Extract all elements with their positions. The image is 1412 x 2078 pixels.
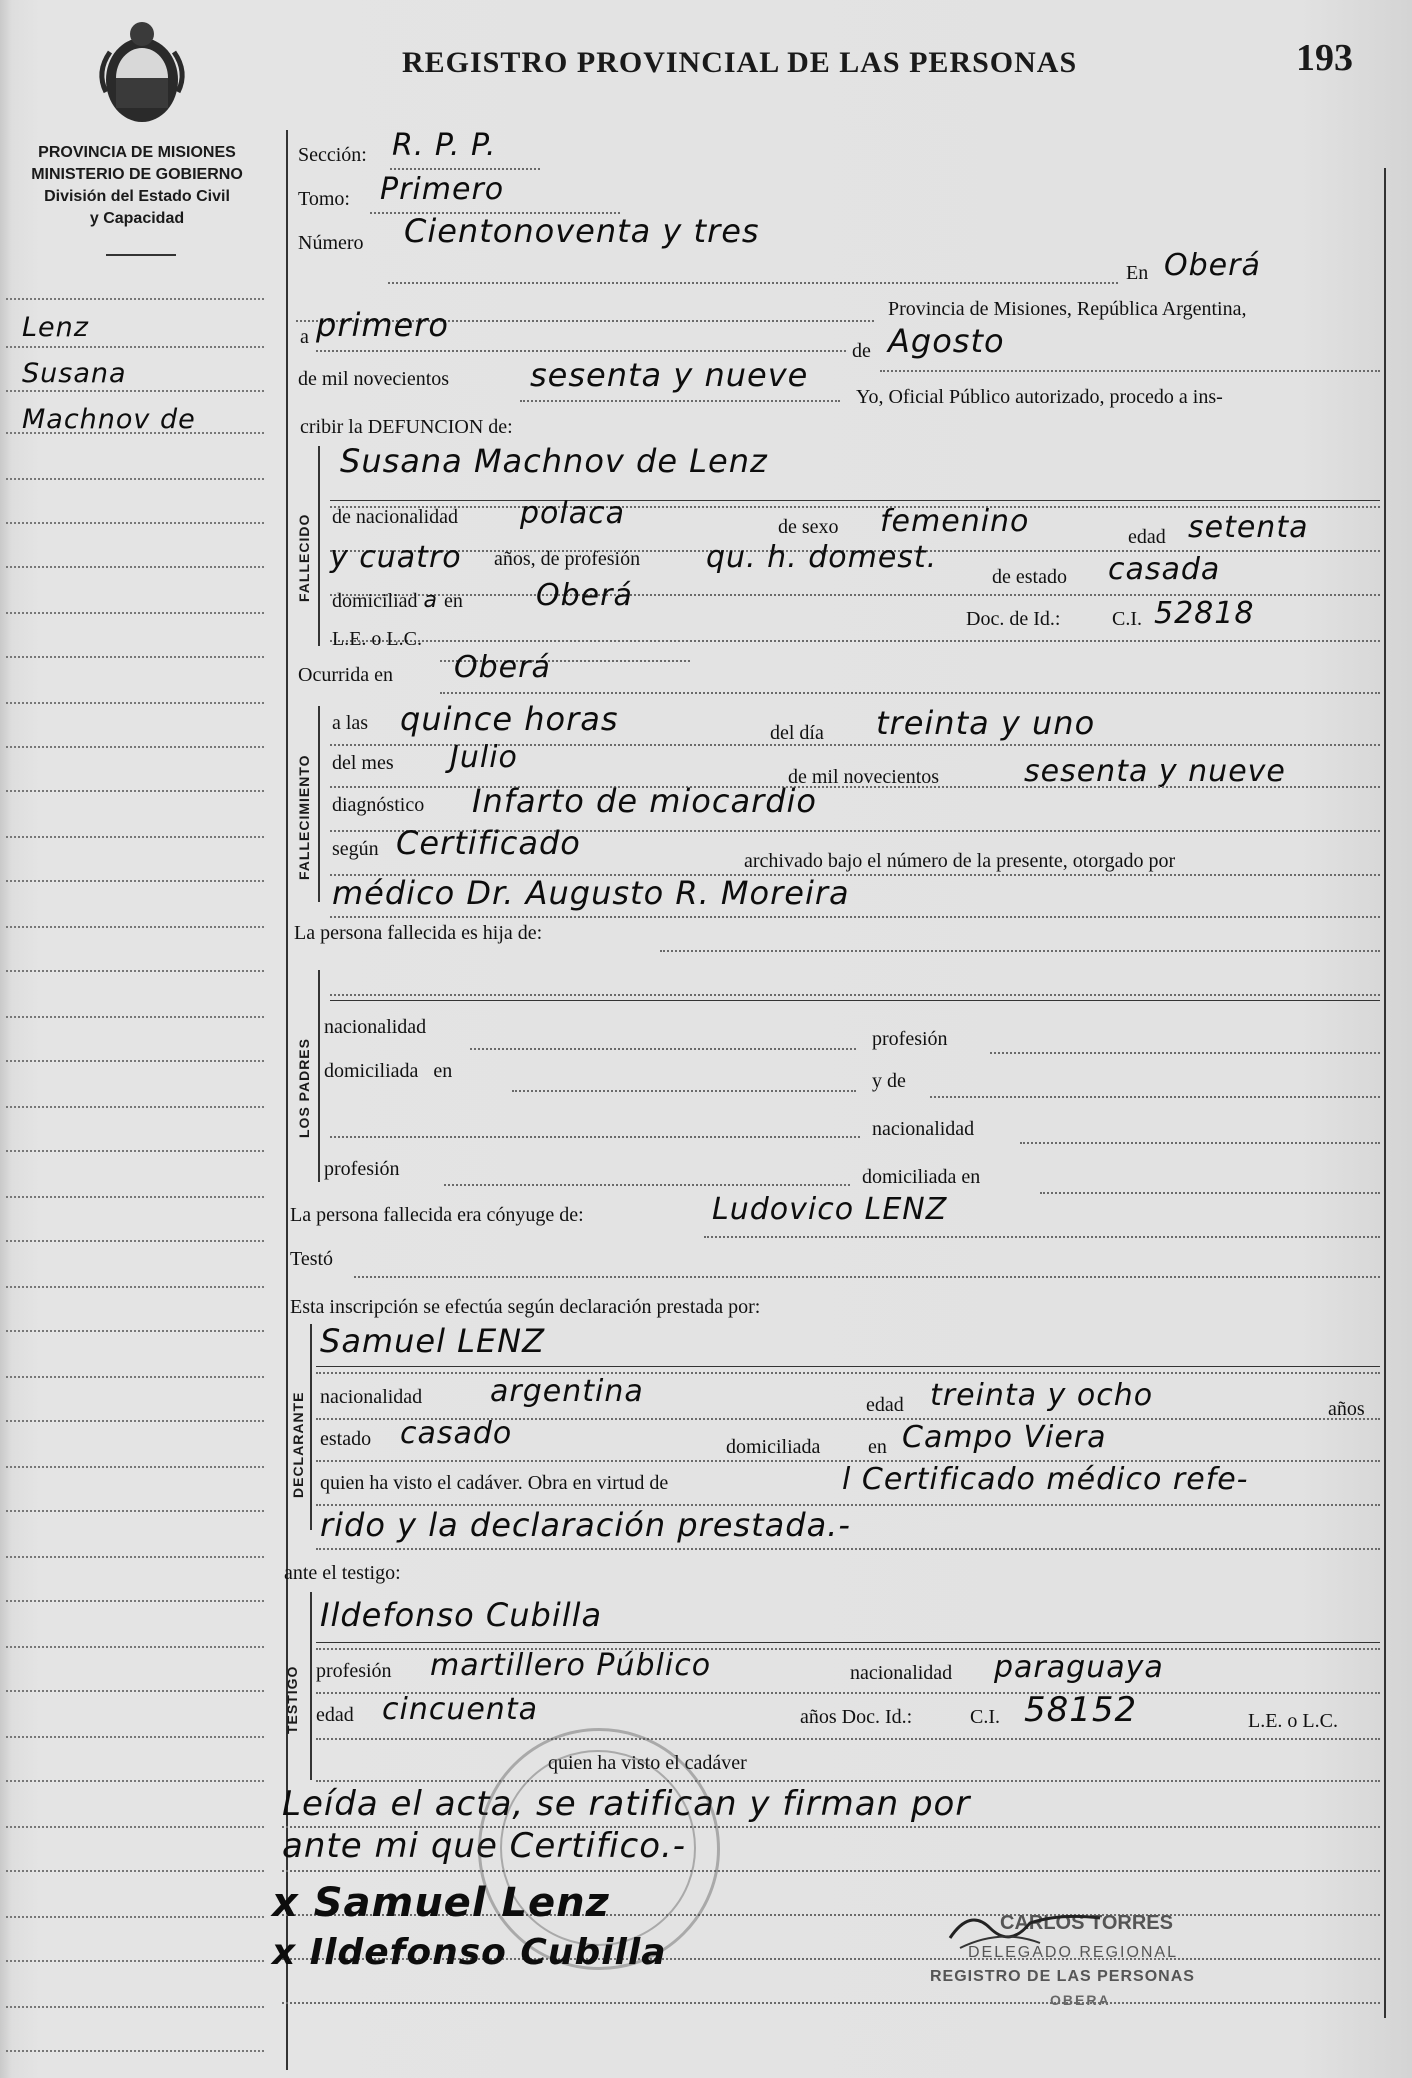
division-name: División del Estado Civil [44,188,230,205]
conyuge-value: Ludovico LENZ [712,1192,948,1227]
fecha-a-label: a [300,326,309,348]
dia-value: treinta y uno [876,704,1096,742]
estado-label: de estado [992,566,1067,588]
declarante-nacionalidad-value: argentina [490,1374,644,1409]
domiciliado-label [332,588,463,613]
padres-domiciliada-label [324,1060,452,1083]
heading-underline [106,254,176,256]
testigo-nacionalidad-label: nacionalidad [850,1662,953,1684]
fallecimiento-bracket [318,706,320,902]
estado-value: casada [1108,552,1221,587]
fallecimiento-section-label: FALLECIMIENTO [296,754,312,880]
declarante-section-label: DECLARANTE [290,1391,306,1498]
le-lc-label: L.E. o L.C. [332,628,422,650]
segun-label: según [332,838,379,860]
official-office-stamp: REGISTRO DE LAS PERSONAS [930,1968,1195,1985]
declarante-estado-label: estado [320,1428,372,1450]
fallecido-nombre: Susana Machnov de Lenz [340,442,768,480]
signature-declarante: x Samuel Lenz [272,1880,610,1926]
testigo-nacionalidad-value: paraguaya [994,1650,1164,1685]
numero-value: Cientonoventa y tres [404,212,760,250]
province-name: PROVINCIA DE MISIONES [38,144,236,161]
right-border [1384,168,1386,2018]
testigo-edad-label: edad [316,1704,354,1726]
official-signature-scribble [940,1898,1110,1958]
signature-testigo: x Ildefonso Cubilla [272,1932,667,1973]
ci-label: C.I. [1112,608,1142,630]
margin-divider [286,130,288,2070]
testigo-anios-doc-label: años Doc. Id.: [800,1706,913,1728]
domicilio-value: Oberá [536,578,633,613]
official-city-stamp: OBERA [1050,1992,1111,2008]
ante-testigo-label: ante el testigo: [284,1562,401,1584]
closing-line-2: ante mi que Certifico.- [282,1826,687,1866]
mes-value: Julio [450,740,518,775]
testigo-profesion-value: martillero Público [430,1648,712,1683]
testigo-nombre: Ildefonso Cubilla [320,1596,603,1634]
seccion-label: Sección: [298,144,367,166]
hora-value: quince horas [400,700,619,738]
declarante-quien-text: quien ha visto el cadáver. Obra en virtud de [320,1472,669,1494]
declarante-anios-label: años [1328,1398,1365,1420]
seccion-value: R. P. P. [392,128,497,163]
inscripcion-text: Esta inscripción se efectúa según declaración prestada por: [290,1296,761,1318]
hija-label: La persona fallecida es hija de: [294,922,543,944]
testigo-edad-value: cincuenta [382,1692,538,1727]
padres-en-text: en [433,1060,453,1082]
del-dia-label: del día [770,722,824,744]
margin-note-firstname: Susana [22,358,127,389]
testigo-ci-label: C.I. [970,1706,1000,1728]
segun-value: Certificado [396,824,581,862]
domiciliado-suffix: a [423,588,439,613]
declarante-en-label: en [868,1436,887,1458]
page-number: 193 [1296,37,1353,79]
padres-section-label: LOS PADRES [296,1038,312,1138]
numero-label: Número [298,232,364,254]
profesion-value: qu. h. domest. [706,540,938,575]
en-label: En [1126,262,1149,284]
declarante-nombre: Samuel LENZ [320,1322,546,1360]
diagnostico-value: Infarto de miocardio [472,782,817,820]
ocurrida-value: Oberá [454,650,551,685]
closing-line-1: Leída el acta, se ratifican y firman por [282,1784,971,1824]
anio-value: sesenta y nueve [530,356,809,394]
fallecimiento-anio-value: sesenta y nueve [1024,754,1286,789]
padres-nacionalidad-label: nacionalidad [324,1016,427,1038]
declarante-obra-value-2: rido y la declaración prestada.- [320,1506,851,1544]
domiciliado-en: en [444,590,463,612]
province-heading [6,142,268,230]
anios-profesion-label: años, de profesión [494,548,641,570]
testigo-le-lc-label: L.E. o L.C. [1248,1710,1338,1732]
provincia-text: Provincia de Misiones, República Argentina, [888,298,1247,320]
padres-profesion2-label: profesión [324,1158,400,1180]
edad-label: edad [1128,526,1166,548]
archivado-text: archivado bajo el número de la presente, otorgado por [744,850,1176,872]
testigo-profesion-label: profesión [316,1660,392,1682]
tomo-label: Tomo: [298,188,350,210]
inscribir-text: cribir la DEFUNCION de: [300,416,513,438]
margin-note-maiden: Machnov de [22,404,196,435]
padres-profesion-label: profesión [872,1028,948,1050]
padres-y-de-label: y de [872,1070,906,1092]
document-title: REGISTRO PROVINCIAL DE LAS PERSONAS [402,46,1078,79]
doc-label: Doc. de Id.: [966,608,1061,630]
declarante-bracket [310,1324,312,1530]
fecha-de-label: de [852,340,871,362]
ministry-name: MINISTERIO DE GOBIERNO [31,166,243,183]
testo-label: Testó [290,1248,334,1270]
declarante-domicilio-value: Campo Viera [902,1420,1107,1455]
edad-value-2: y cuatro [330,540,462,575]
sexo-value: femenino [880,504,1030,539]
nacionalidad-value: polaca [520,496,625,531]
testigo-section-label: TESTIGO [284,1665,300,1734]
padres-bracket [318,970,320,1182]
fecha-mes-value: Agosto [888,322,1005,360]
fallecido-bracket [318,446,320,646]
conyuge-label: La persona fallecida era cónyuge de: [290,1204,584,1226]
division-name-2: y Capacidad [89,210,185,227]
declarante-edad-value: treinta y ocho [930,1378,1154,1413]
nacionalidad-label: de nacionalidad [332,506,459,528]
official-title-stamp: DELEGADO REGIONAL [968,1944,1179,1961]
declarante-obra-value: l Certificado médico refe- [842,1462,1249,1497]
testigo-bracket [310,1592,312,1780]
declarante-edad-label: edad [866,1394,904,1416]
diagnostico-label: diagnóstico [332,794,425,816]
domiciliado-label-text: domiciliad [332,590,418,612]
lugar-value: Oberá [1164,248,1261,283]
del-mes-label: del mes [332,752,394,774]
otorgado-value: médico Dr. Augusto R. Moreira [332,874,850,912]
declarante-domiciliada-label: domiciliada [726,1436,821,1458]
anio-label: de mil novecientos [298,368,450,390]
tomo-value: Primero [380,172,505,207]
coat-of-arms-emblem [92,12,192,130]
margin-note-surname: Lenz [22,312,89,343]
padres-nacionalidad2-label: nacionalidad [872,1118,975,1140]
ocurrida-label: Ocurrida en [298,664,393,686]
mil-label: de mil novecientos [788,766,940,788]
official-name-stamp: CARLOS TORRES [1000,1912,1173,1934]
fallecido-section-label: FALLECIDO [296,513,312,602]
testigo-quien-text: quien ha visto el cadáver [548,1752,747,1774]
padres-domiciliada2-label: domiciliada en [862,1166,981,1188]
oficial-text: Yo, Oficial Público autorizado, procedo a ins- [856,386,1223,408]
edad-value: setenta [1188,510,1309,545]
sexo-label: de sexo [778,516,839,538]
fecha-dia-value: primero [316,306,449,344]
padres-domiciliada-text: domiciliada [324,1060,419,1082]
testigo-doc-value: 58152 [1024,1690,1138,1730]
declarante-nacionalidad-label: nacionalidad [320,1386,423,1408]
doc-value: 52818 [1154,596,1255,631]
a-las-label: a las [332,712,369,734]
declarante-estado-value: casado [400,1416,513,1451]
